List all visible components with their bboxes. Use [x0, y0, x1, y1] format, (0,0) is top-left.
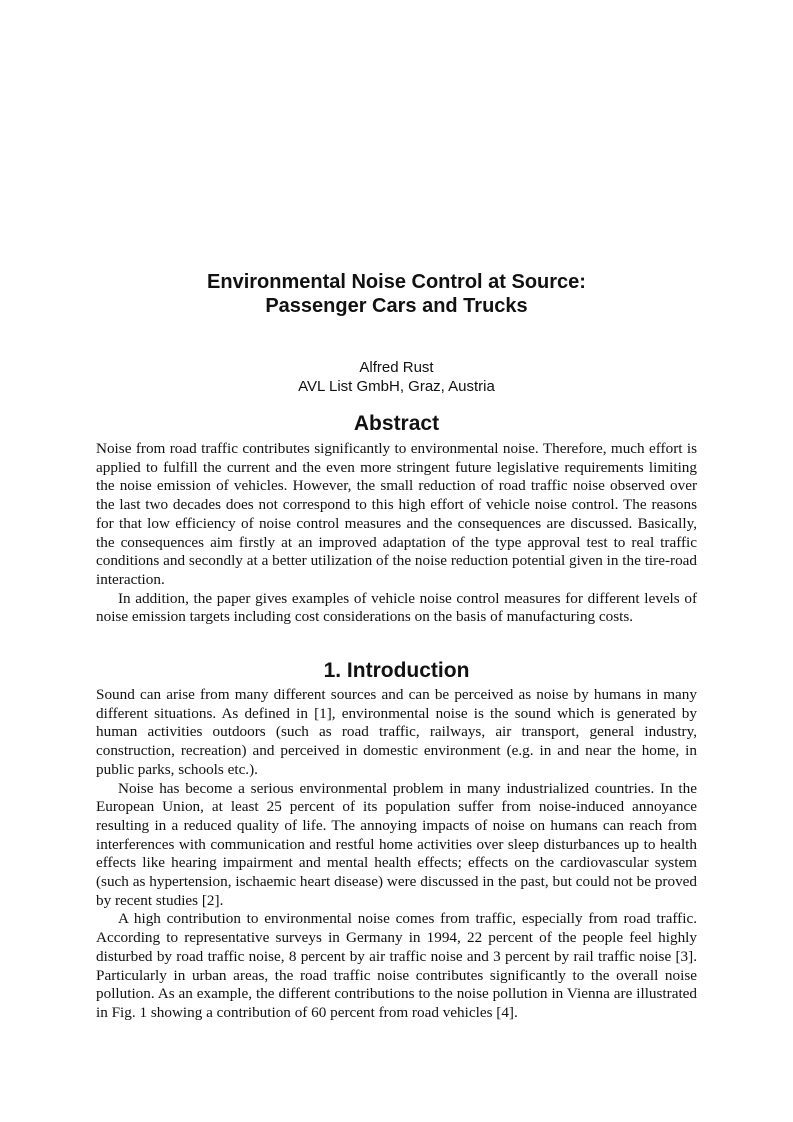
abstract-paragraph: In addition, the paper gives examples of vehicle noise control measures for different levels of noise emission targets including cost considerations on the basis of manufacturing costs.: [96, 589, 697, 626]
introduction-body: [96, 686, 697, 1023]
abstract-body: [96, 440, 697, 627]
author-name: Alfred Rust: [359, 359, 434, 376]
author-affiliation: AVL List GmbH, Graz, Austria: [298, 378, 495, 395]
paper-title-line-2: Passenger Cars and Trucks: [265, 295, 528, 317]
author-block: [96, 358, 697, 396]
paper-title: [96, 270, 697, 318]
introduction-paragraph: Noise has become a serious environmental problem in many industrialized countries. In the European Union, at least 25 percent of its population suffer from noise-induced annoyance resulting in a reduced quality of life. The annoying impacts of noise on humans can reach from interferences with communication and restful home activities over sleep disturbances up to health effects like hearing impairment and mental health effects; effects on the cardiovascular system (such as hypertension, ischaemic heart disease) were discussed in the past, but could not be proved by recent studies [2].: [96, 779, 697, 909]
paper-title-line-1: Environmental Noise Control at Source:: [207, 271, 586, 293]
introduction-heading: 1. Introduction: [323, 659, 470, 682]
introduction-paragraph: Sound can arise from many different sources and can be perceived as noise by humans in many different situations. As defined in [1], environmental noise is the sound which is generated by human activities outdoors (such as road traffic, railways, air transport, general industry, construction, recreation) and perceived in domestic environment (e.g. in and near the home, in public parks, schools etc.).: [96, 686, 697, 778]
abstract-heading: Abstract: [353, 412, 440, 435]
introduction-paragraph: A high contribution to environmental noise comes from traffic, especially from road traffic. According to representative surveys in Germany in 1994, 22 percent of the people feel highly disturbed by road traffic noise, 8 percent by air traffic noise and 3 percent by rail traffic noise [3]. Particularly in urban areas, the road traffic noise contributes significantly to the overall noise pollution. As an example, the different contributions to the noise pollution in Vienna are illustrated in Fig. 1 showing a contribution of 60 percent from road vehicles [4].: [96, 910, 697, 1021]
abstract-paragraph: Noise from road traffic contributes significantly to environmental noise. Therefore, much effort is applied to fulfill the current and the even more stringent future legislative requirements limiting the noise emission of vehicles. However, the small reduction of road traffic noise observed over the last two decades does not correspond to this high effort of vehicle noise control. The reasons for that low efficiency of noise control measures and the consequences are discussed. Basically, the consequences aim firstly at an improved adaptation of the type approval test to real traffic conditions and secondly at a better utilization of the noise reduction potential given in the tire-road interaction.: [96, 440, 697, 588]
